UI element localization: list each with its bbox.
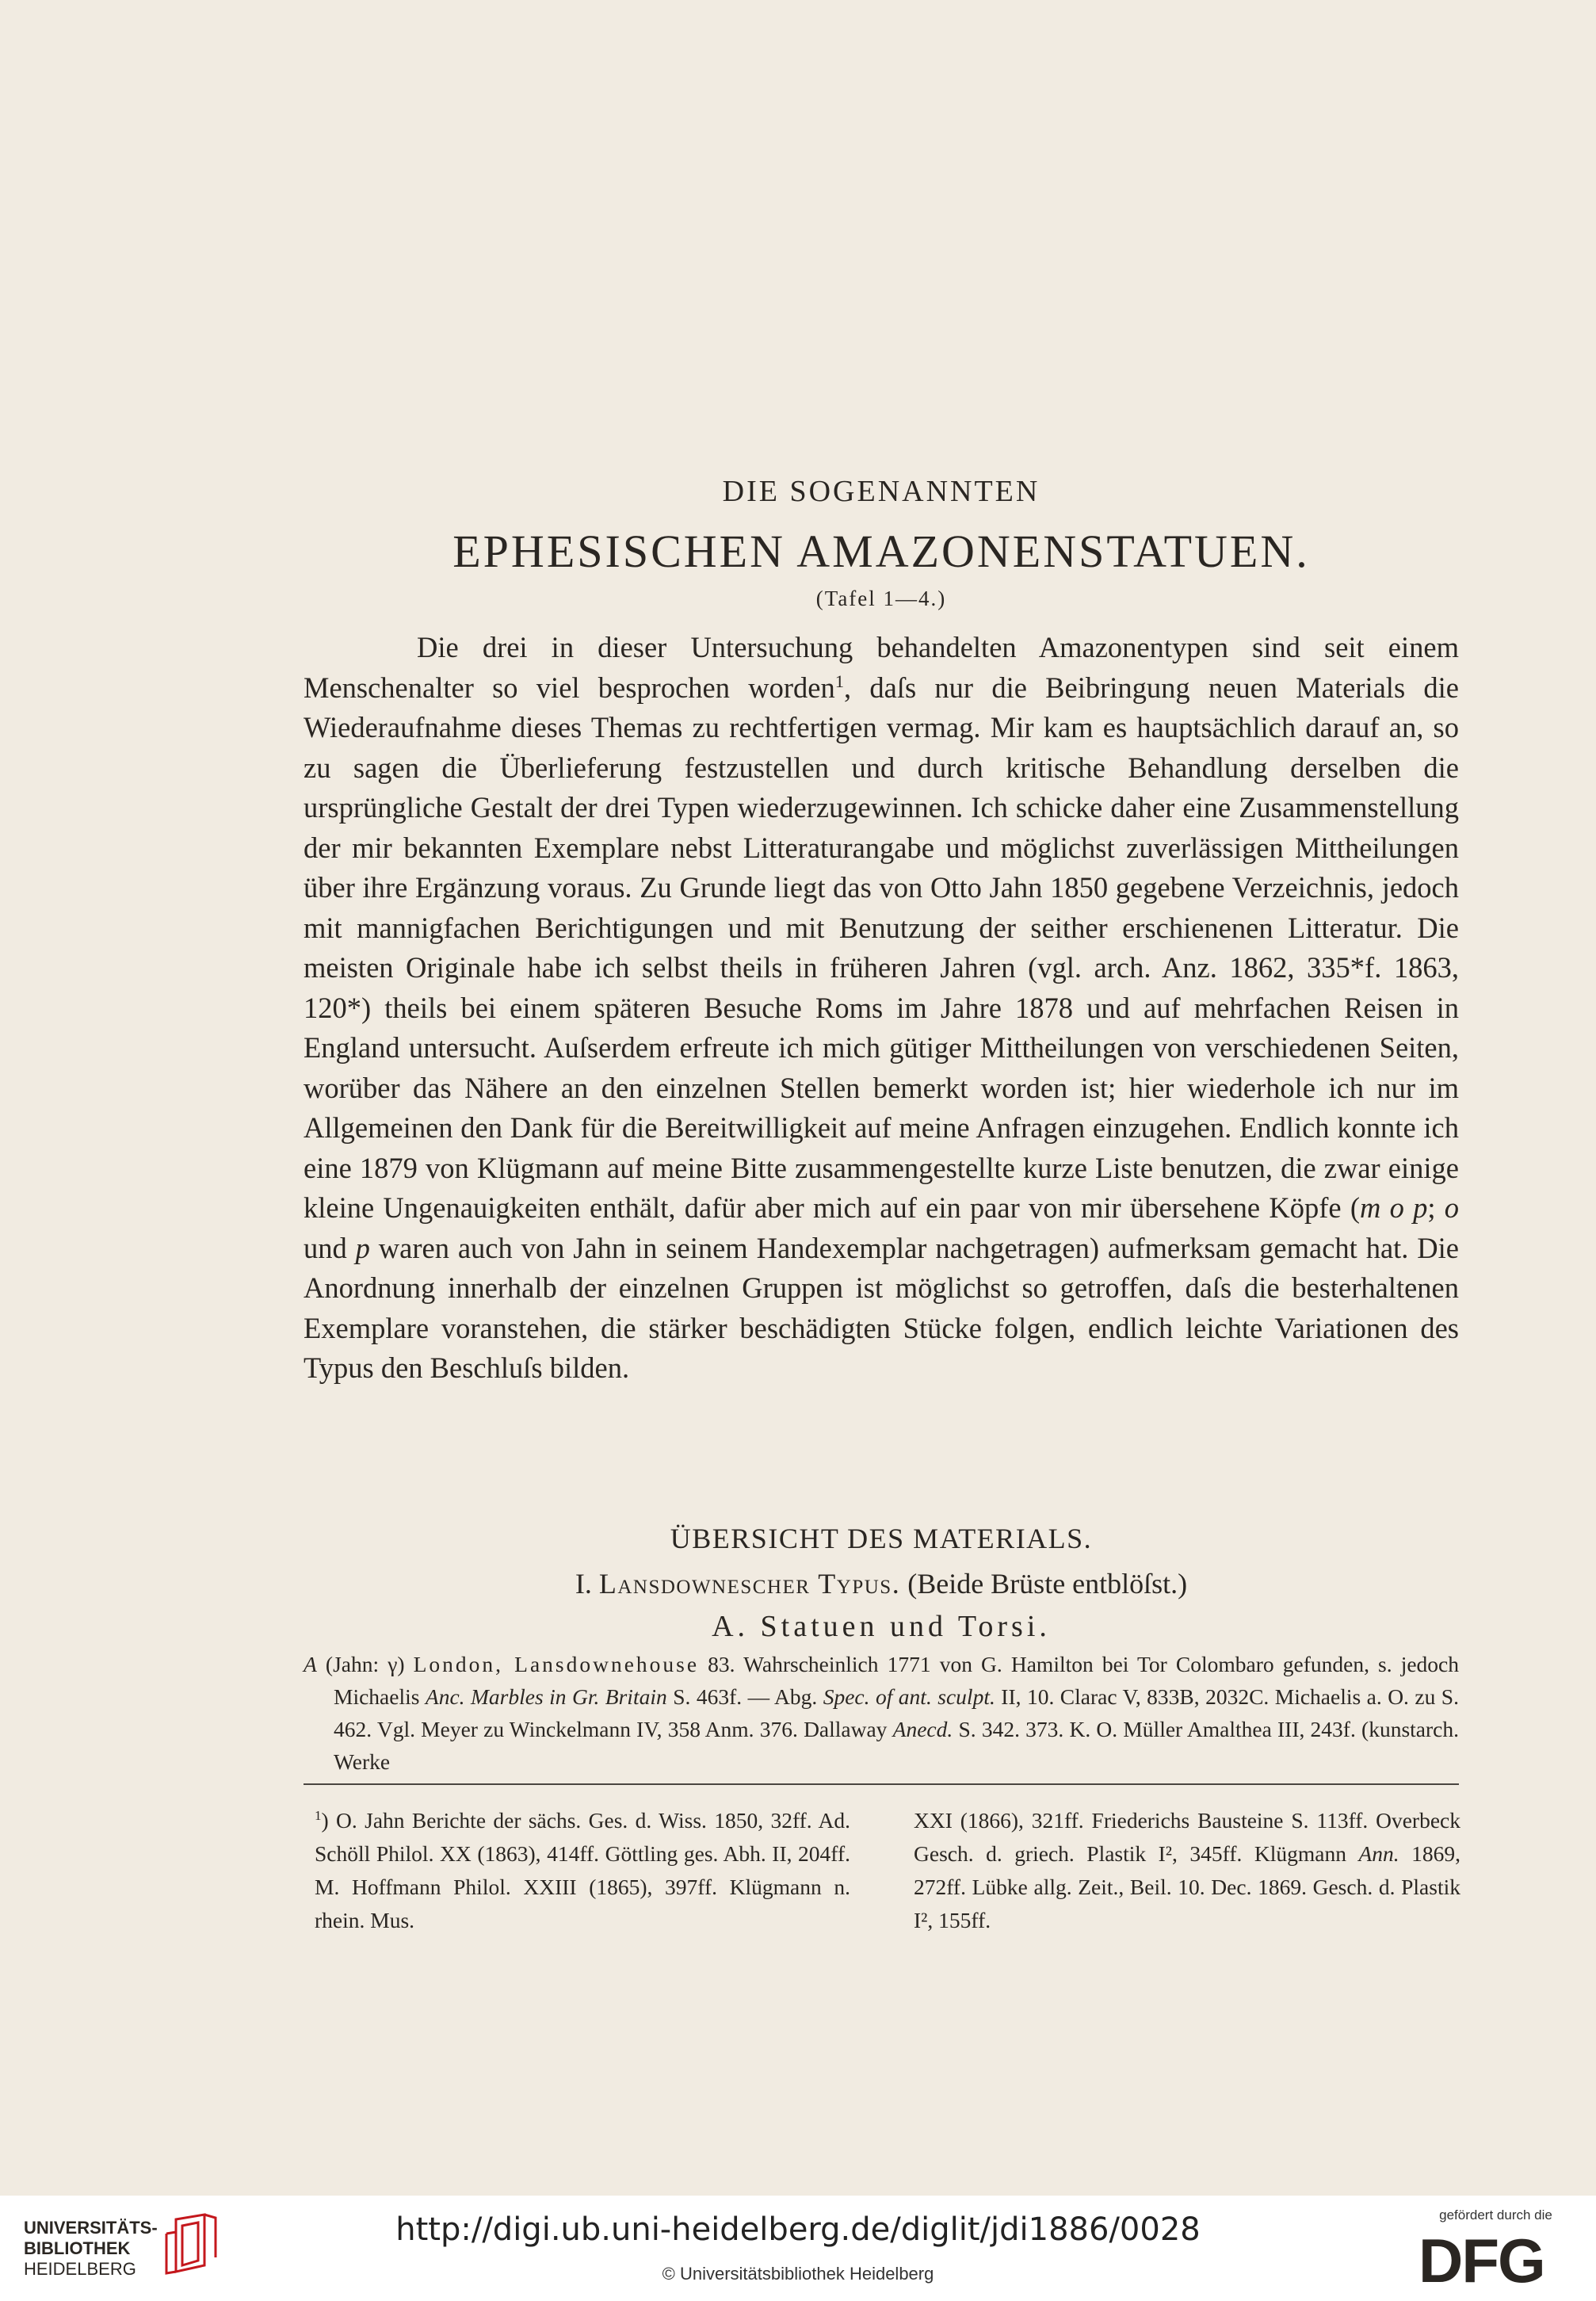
library-name-line1: UNIVERSITÄTS-	[24, 2218, 158, 2238]
footnote-text: XXI (1866), 321ff. Friederichs Bausteine S. 113ff. Overbeck Gesch. d. griech. Plastik I², 345ff. Klügmann	[914, 1808, 1460, 1866]
footnote-left-column	[304, 1804, 850, 1937]
entry-text-part: 83. Wahrscheinlich 1771 von G. Hamilton bei Tor Colombaro gefunden, s. jedoch Michaelis	[334, 1652, 1460, 1709]
dfg-logo[interactable]: DFG	[1418, 2226, 1544, 2295]
heading-pre: DIE SOGENANNTEN	[722, 475, 1040, 508]
library-name-line3: HEIDELBERG	[24, 2259, 136, 2279]
page-title: EPHESISCHEN AMAZONENSTATUEN.	[452, 526, 1310, 577]
footnote-italic: Ann.	[1358, 1841, 1399, 1866]
body-text-part: waren auch von Jahn in seinem Handexemplar nachgetragen) aufmerksam gemacht hat. Die Anordnung innerhalb der einzelnen Gruppen ist möglichst so getroffen, daſs die besterhaltenen Exemplare voranstehen, die stärker beschädigten Stücke folgen, endlich leichte Variationen des Typus den Beschluſs bilden.	[304, 1231, 1460, 1384]
entry-italic: Anecd.	[892, 1717, 953, 1741]
footnote-text: ) O. Jahn Berichte der sächs. Ges. d. Wiss. 1850, 32ff. Ad. Schöll Philol. XX (1863), 414ff. Göttling ges. Abh. II, 204ff. M. Hoffmann Philol. XXIII (1865), 397ff. Klügmann n. rhein. Mus.	[315, 1808, 850, 1932]
entry-letter: A	[304, 1652, 317, 1676]
entry-text-part: S. 342. 373. K. O. Müller Amalthea III, 243f. (kunstarch. Werke	[334, 1717, 1459, 1774]
section-heading: ÜBERSICHT DES MATERIALS.	[670, 1523, 1093, 1554]
footnote-divider	[304, 1783, 1459, 1785]
footnote-reference[interactable]: 1	[834, 671, 845, 691]
body-italic: m o p	[1359, 1191, 1428, 1224]
body-text-part: und	[304, 1231, 356, 1264]
body-italic: o	[1444, 1191, 1459, 1224]
subsection-heading: A. Statuen und Torsi.	[712, 1610, 1051, 1643]
library-name-line2: BIBLIOTHEK	[24, 2238, 131, 2258]
copyright-notice: © Universitätsbibliothek Heidelberg	[662, 2264, 934, 2284]
footnote-text: 1869, 272ff. Lübke allg. Zeit., Beil. 10. Dec. 1869. Gesch. d. Plastik I², 155ff.	[914, 1841, 1461, 1932]
type-name: Lansdownescher Typus.	[598, 1568, 901, 1600]
funding-note: gefördert durch die	[1439, 2207, 1552, 2223]
permalink-url[interactable]: http://digi.ub.uni-heidelberg.de/diglit/jdi1886/0028	[395, 2211, 1201, 2248]
entry-text-part: S. 463f. — Abg.	[666, 1684, 823, 1709]
entry-italic: Anc. Marbles in Gr. Britain	[425, 1684, 667, 1709]
type-heading	[304, 1567, 1459, 1600]
plate-reference: (Tafel 1—4.)	[815, 587, 947, 610]
catalogue-entry	[304, 1648, 1459, 1778]
entry-place: London, Lansdownehouse	[413, 1652, 700, 1676]
entry-text-part: II, 10. Clarac V, 833B, 2032C. Michaelis a. O. zu S. 462. Vgl. Meyer zu Winckelmann IV, 358 Anm. 376. Dallaway	[334, 1684, 1459, 1741]
body-text-part: ;	[1427, 1191, 1445, 1224]
type-number: I.	[575, 1568, 592, 1600]
footnote-mark: 1	[315, 1807, 322, 1823]
body-italic: p	[355, 1231, 370, 1264]
entry-italic: Spec. of ant. sculpt.	[823, 1684, 995, 1709]
body-text-part: , daſs nur die Beibringung neuen Materials die Wiederaufnahme dieses Themas zu rechtfertigen vermag. Mir kam es hauptsächlich darauf an, so zu sagen die Überlieferung festzustellen und durch kritische Behandlung derselben die ursprüngliche Gestalt der drei Typen wiederzugewinnen. Ich schicke daher eine Zusammenstellung der mir bekannten Exemplare nebst Litteraturangabe und möglichst zuverlässigen Mittheilungen über ihre Ergänzung voraus. Zu Grunde liegt das von Otto Jahn 1850 gegebene Verzeichnis, jedoch mit mannigfachen Berichtigungen und mit Benutzung der seither erschienenen Litteratur. Die meisten Originale habe ich selbst theils in früheren Jahren (vgl. arch. Anz. 1862, 335*f. 1863, 120*) theils bei einem späteren Besuche Roms im Jahre 1878 und auf mehrfachen Reisen in England untersucht. Auſserdem erfreute ich mich gütiger Mittheilungen von verschiedenen Seiten, worüber das Nähere an den einzelnen Stellen bemerkt worden ist; hier wiederhole ich nur im Allgemeinen den Dank für die Bereitwilligkeit auf meine Anfragen einzugehen. Endlich konnte ich eine 1879 von Klügmann auf meine Bitte zusammengestellte kurze Liste benutzen, die zwar einige kleine Ungenauigkeiten enthält, dafür aber mich auf ein paar von mir übersehene Köpfe (	[304, 671, 1459, 1224]
entry-text-part: (Jahn: γ)	[316, 1652, 414, 1676]
footnote-right-column	[914, 1804, 1460, 1937]
type-note: (Beide Brüste entblöſst.)	[907, 1568, 1188, 1600]
body-paragraph	[304, 628, 1459, 1389]
body-text-part: Die drei in dieser Untersuchung behandelten Amazonentypen sind seit einem Menschenalter so viel besprochen worden	[304, 631, 1459, 704]
